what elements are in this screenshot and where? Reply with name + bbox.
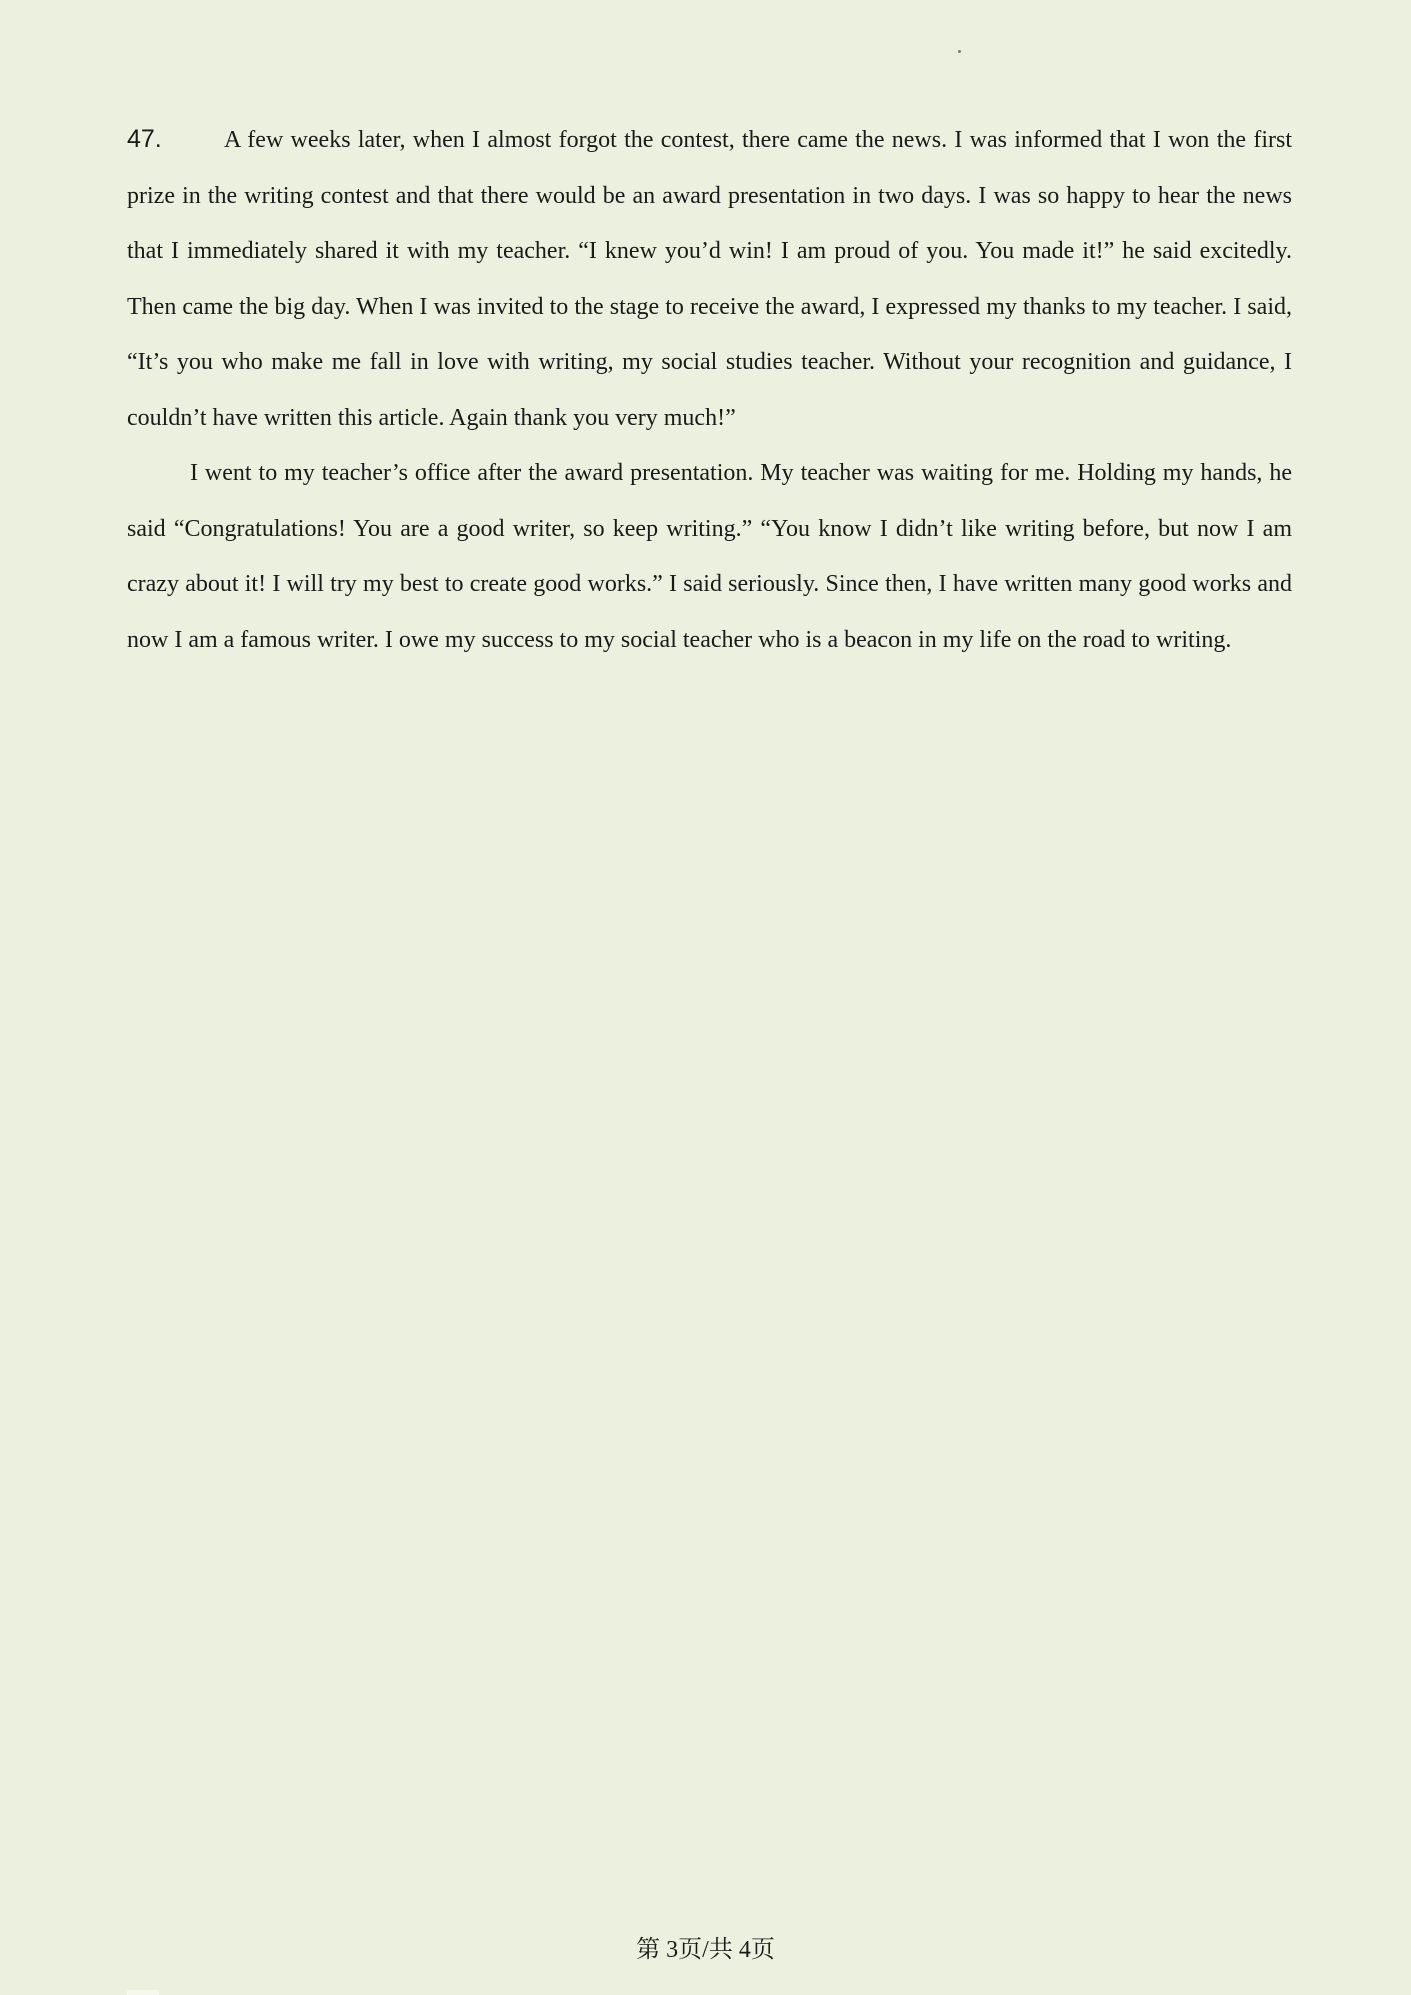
paragraph-2: I went to my teacher’s office after the award presentation. My teacher was waiting for me. Holding my hands, he said “Congratulations! You are a good writer, so keep writing.” “You know I didn’t like writing before, but now I am crazy about it! I will try my best to create good works.” I said seriously. Since then, I have written many good works and now I am a famous writer. I owe my success to my social teacher who is a beacon in my life on the road to writing. <box>127 460 1292 653</box>
question-number: 47. <box>127 125 162 153</box>
paragraph-1 <box>127 112 1292 446</box>
corner-mark <box>127 1990 159 1995</box>
answer-text <box>127 112 1292 668</box>
paragraph-1-text: A few weeks later, when I almost forgot the contest, there came the news. I was informed that I won the first prize in the writing contest and that there would be an award presentation in two days. I was so happy to hear the news that I immediately shared it with my teacher. “I knew you’d win! I am proud of you. You made it!” he said excitedly. Then came the big day. When I was invited to the stage to receive the award, I expressed my thanks to my teacher. I said, “It’s you who make me fall in love with writing, my social studies teacher. Without your recognition and guidance, I couldn’t have written this article. Again thank you very much!” <box>127 127 1292 431</box>
header-dot <box>958 50 961 53</box>
page-number: 第 3页/共 4页 <box>636 1937 775 1963</box>
